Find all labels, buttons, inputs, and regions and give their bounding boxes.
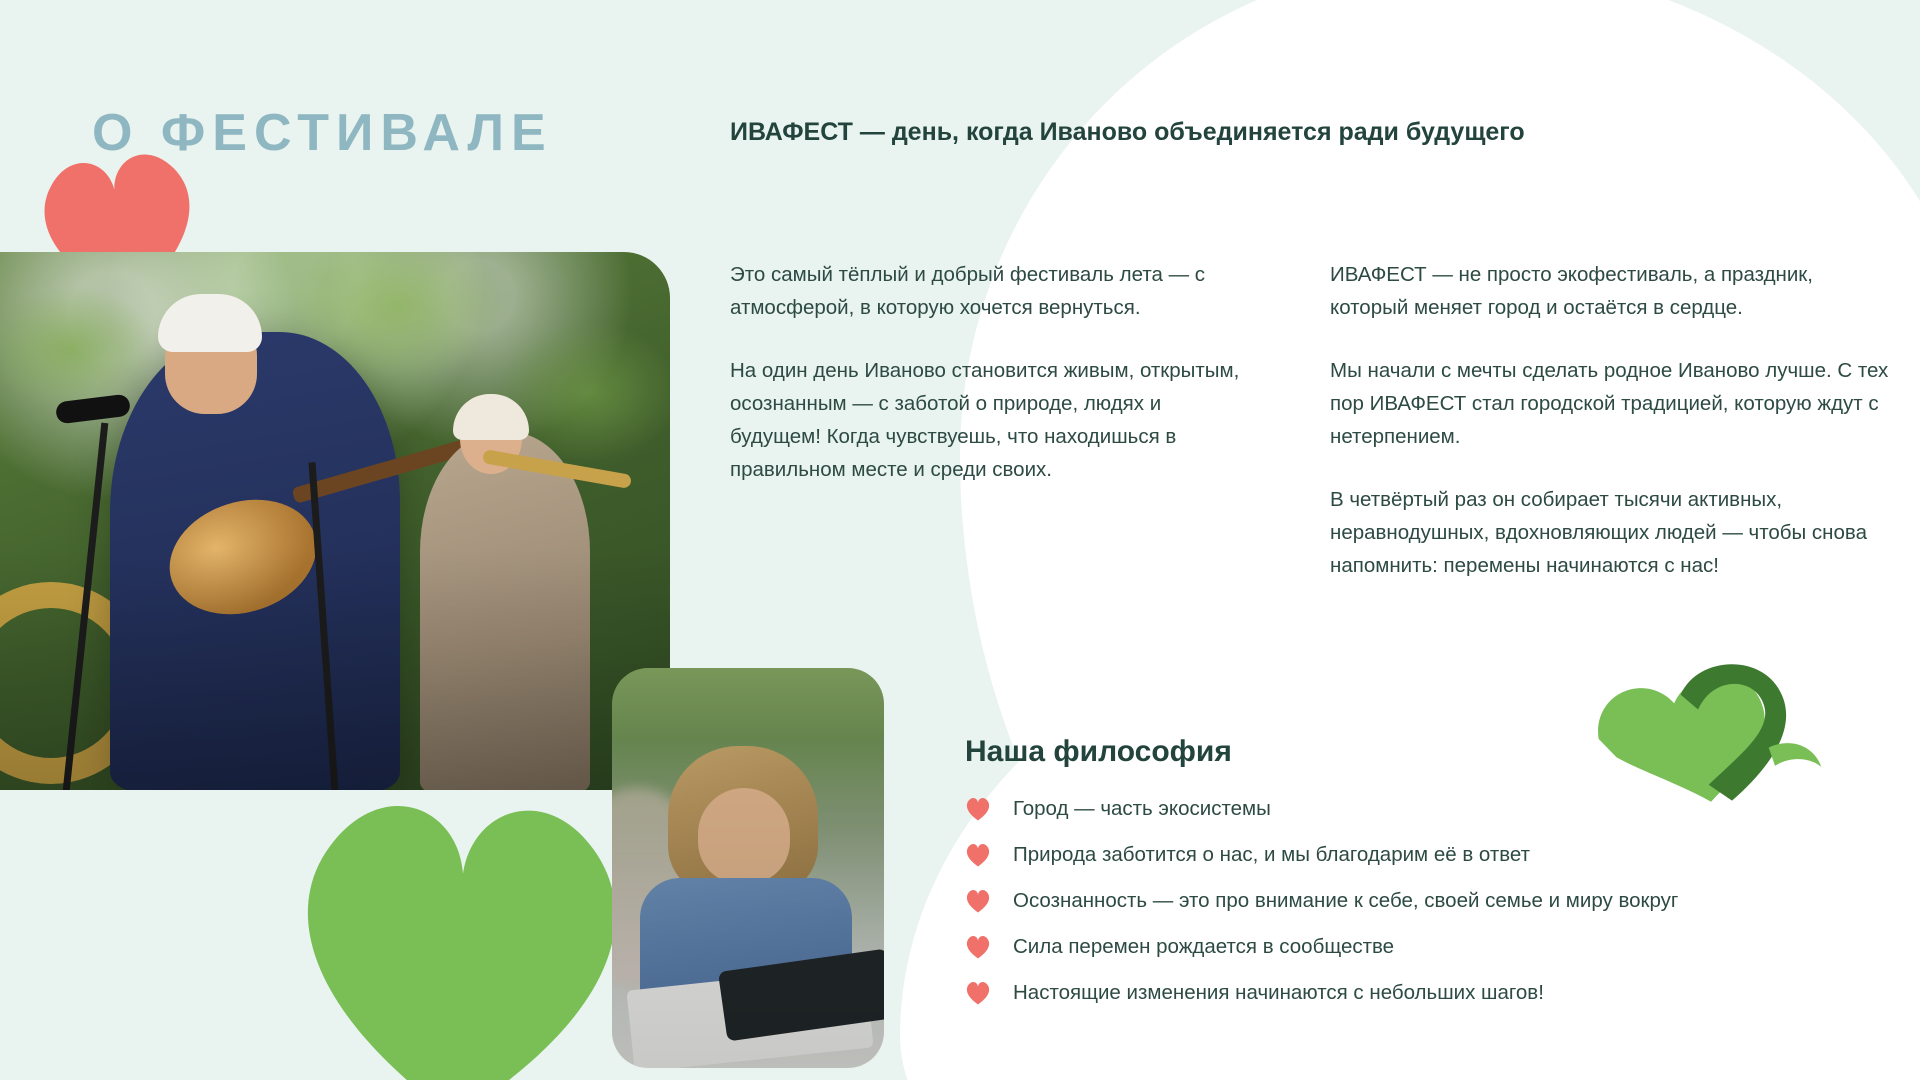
text-column-left [730,258,1240,486]
photo-small-overlay [612,668,884,1068]
text-column-right [1330,258,1890,582]
philosophy-heading: Наша философия [965,735,1232,768]
paragraph: Мы начали с мечты сделать родное Иваново лучше. С тех пор ИВАФЕСТ стал городской традицией, которую ждут с нетерпением. [1330,359,1889,448]
paragraph: ИВАФЕСТ — не просто экофестиваль, а праздник, который меняет город и остаётся в сердце. [1330,263,1813,319]
list-item [965,981,1678,1005]
photo-girl-workshop [612,668,884,1068]
page-title: О ФЕСТИВАЛЕ [92,103,553,162]
heart-icon-green-decoration [274,784,646,1080]
list-item [965,797,1678,821]
list-item-label: Город — часть экосистемы [1013,797,1271,820]
photo-musicians [0,252,670,790]
list-item [965,935,1678,959]
list-item-label: Сила перемен рождается в сообществе [1013,935,1395,958]
heart-icon-bullet [965,843,991,867]
list-item-label: Осознанность — это про внимание к себе, своей семье и миру вокруг [1013,889,1679,912]
paragraph: Это самый тёплый и добрый фестиваль лета — с атмосферой, в которую хочется вернуться. [730,263,1206,319]
list-item-label: Настоящие изменения начинаются с небольших шагов! [1013,981,1544,1004]
list-item [965,843,1678,867]
heart-icon-bullet [965,981,991,1005]
philosophy-list [965,797,1678,1005]
list-item-label: Природа заботится о нас, и мы благодарим её в ответ [1013,843,1531,866]
paragraph: На один день Иваново становится живым, открытым, осознанным — с заботой о природе, людях и будущем! Когда чувствуешь, что находишься в правильном месте и среди своих. [730,359,1240,481]
heart-icon-bullet [965,797,991,821]
paragraph: В четвёртый раз он собирает тысячи активных, неравнодушных, вдохновляющих людей — чтобы снова напомнить: перемены начинаются с нас! [1330,488,1867,577]
heart-icon-bullet [965,889,991,913]
philosophy-section [965,735,1678,1005]
headline: ИВАФЕСТ — день, когда Иваново объединяется ради будущего [730,118,1525,146]
list-item [965,889,1678,913]
photo-overlay [0,252,670,790]
heart-icon-bullet [965,935,991,959]
